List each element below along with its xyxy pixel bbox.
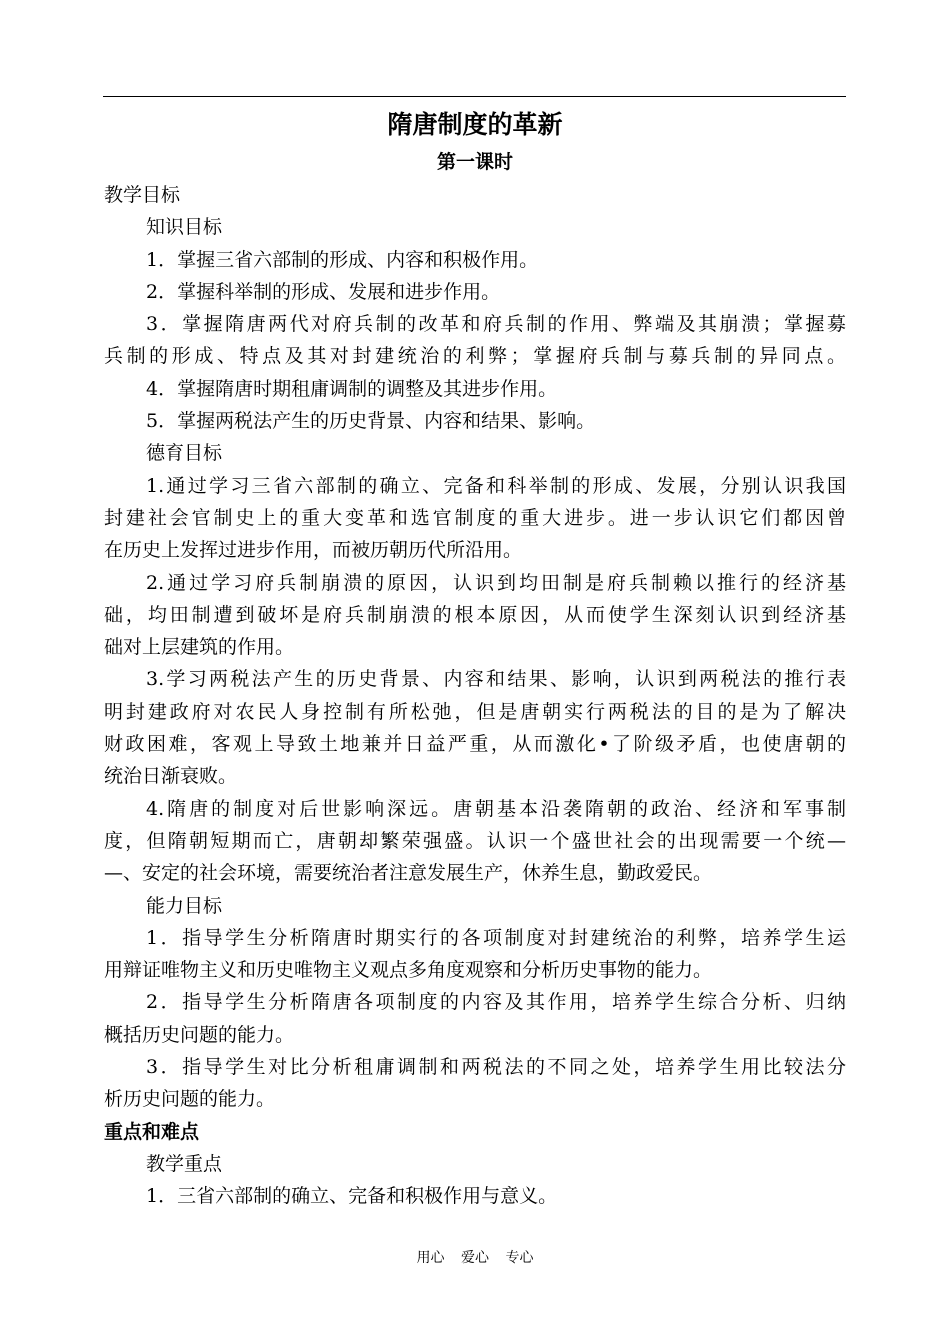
- text-line: 教学重点: [146, 1152, 223, 1175]
- text-line: 2．指导学生分析隋唐各项制度的内容及其作用，培养学生综合分析、归纳: [146, 991, 846, 1014]
- text-line: 析历史问题的能力。: [104, 1088, 276, 1111]
- document-body: [104, 104, 846, 1213]
- document-title: 隋唐制度的革新: [387, 110, 563, 139]
- text-line: 教学目标: [104, 184, 181, 206]
- text-line: 财政困难，客观上导致土地兼并日益严重，从而激化•了阶级矛盾，也使唐朝的: [104, 733, 846, 756]
- text-line: 概括历史问题的能力。: [104, 1023, 295, 1046]
- text-line: 3．指导学生对比分析租庸调制和两税法的不同之处，培养学生用比较法分: [146, 1056, 846, 1079]
- text-line: 3.学习两税法产生的历史背景、内容和结果、影响，认识到两税法的推行表: [146, 668, 846, 691]
- text-line: 德育目标: [146, 442, 223, 465]
- text-line: 4．掌握隋唐时期租庸调制的调整及其进步作用。: [146, 377, 558, 400]
- text-line: 能力目标: [146, 894, 223, 917]
- text-line: 在历史上发挥过进步作用，而被历朝历代所沿用。: [104, 539, 523, 562]
- document-subtitle: 第一课时: [436, 151, 513, 173]
- text-line: 3．掌握隋唐两代对府兵制的改革和府兵制的作用、弊端及其崩溃；掌握募: [146, 313, 846, 336]
- text-lines: [104, 179, 846, 1213]
- text-line: 础对上层建筑的作用。: [104, 636, 295, 659]
- text-line: 统治日渐衰败。: [104, 765, 238, 788]
- text-line: 封建社会官制史上的重大变革和选官制度的重大进步。进一步认识它们都因曾: [104, 506, 846, 529]
- text-line: 1．指导学生分析隋唐时期实行的各项制度对封建统治的利弊，培养学生运: [146, 926, 846, 949]
- text-line: 4.隋唐的制度对后世影响深远。唐朝基本沿袭隋朝的政治、经济和军事制: [146, 797, 846, 820]
- header-rule: [103, 96, 846, 97]
- text-line: 2．掌握科举制的形成、发展和进步作用。: [146, 280, 501, 303]
- text-line: 2.通过学习府兵制崩溃的原因，认识到均田制是府兵制赖以推行的经济基: [146, 571, 846, 594]
- text-line: 明封建政府对农民人身控制有所松弛，但是唐朝实行两税法的目的是为了解决: [104, 700, 846, 723]
- text-line: 础，均田制遭到破坏是府兵制崩溃的根本原因，从而使学生深刻认识到经济基: [104, 603, 846, 626]
- footer-item: 爱心: [461, 1250, 489, 1266]
- text-line: —、安定的社会环境，需要统治者注意发展生产，休养生息，勤政爱民。: [104, 862, 713, 885]
- text-line: 5．掌握两税法产生的历史背景、内容和结果、影响。: [146, 410, 596, 433]
- text-line: 知识目标: [146, 216, 223, 239]
- section-heading: 重点和难点: [104, 1120, 200, 1143]
- text-line: 度，但隋朝短期而亡，唐朝却繁荣强盛。认识一个盛世社会的出现需要一个统—: [104, 829, 846, 852]
- text-line: 兵制的形成、特点及其对封建统治的利弊；掌握府兵制与募兵制的异同点。: [104, 345, 846, 368]
- page-footer: [0, 1247, 950, 1267]
- text-line: 1．掌握三省六部制的形成、内容和积极作用。: [146, 248, 539, 271]
- text-line: 1．三省六部制的确立、完备和积极作用与意义。: [146, 1185, 558, 1208]
- footer-item: 专心: [505, 1250, 534, 1266]
- footer-item: 用心: [416, 1250, 445, 1266]
- text-line: 1.通过学习三省六部制的确立、完备和科举制的形成、发展，分别认识我国: [146, 474, 846, 497]
- text-line: 用辩证唯物主义和历史唯物主义观点多角度观察和分析历史事物的能力。: [104, 959, 713, 982]
